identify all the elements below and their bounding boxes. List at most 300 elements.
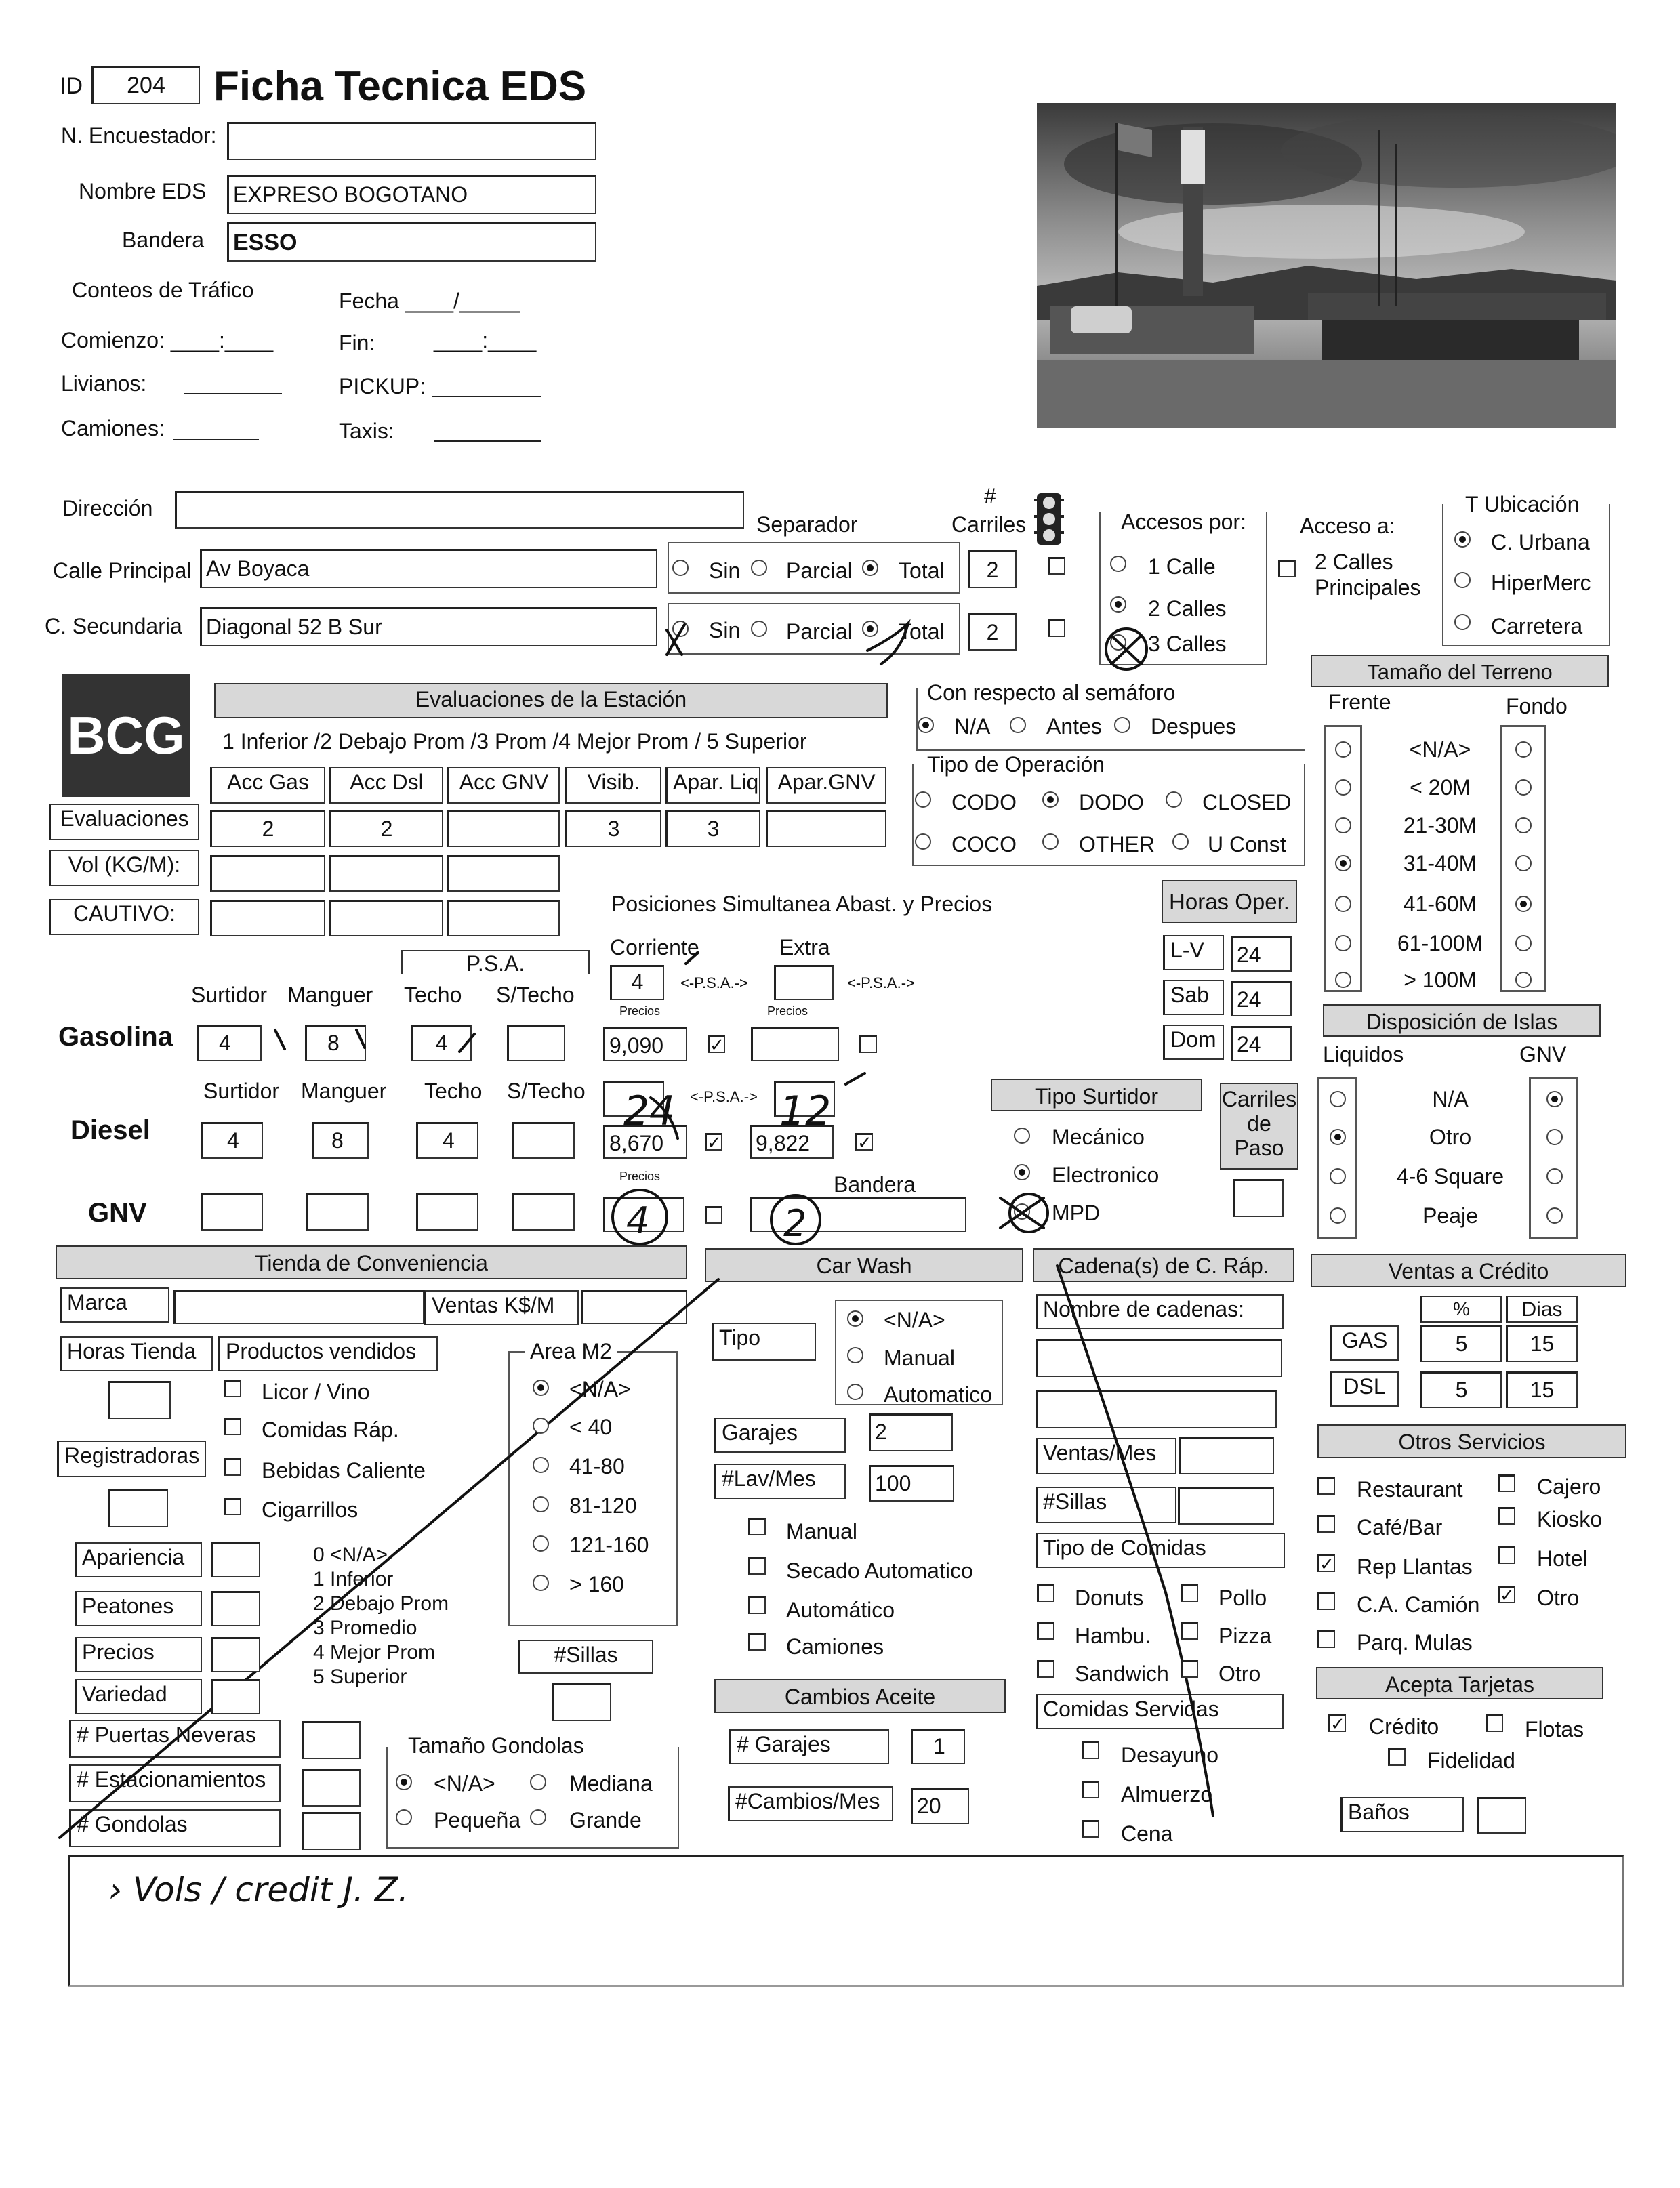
islas-label-2: 4-6 Square [1396, 1164, 1504, 1189]
extra-label: Extra [779, 935, 830, 959]
cadena-sillas-label: #Sillas [1036, 1487, 1176, 1523]
gnv-manguer-field[interactable] [306, 1193, 369, 1231]
tienda-scale-2: 2 Debajo Prom [313, 1592, 449, 1615]
evaluaciones-scale: 1 Inferior /2 Debajo Prom /3 Prom /4 Mejor Prom / 5 Superior [222, 729, 807, 754]
area-radio-4[interactable] [533, 1535, 549, 1552]
gas-extra-precio[interactable] [751, 1027, 839, 1061]
servicio-right-checkbox-1[interactable] [1498, 1507, 1515, 1525]
cautivo-gnv-field[interactable] [447, 900, 560, 936]
garajes-field[interactable]: 2 [869, 1413, 953, 1451]
terreno-frente-radio-3[interactable] [1335, 855, 1351, 871]
gas-corriente-checkbox[interactable]: ✓ [708, 1035, 725, 1053]
puertas-field[interactable] [302, 1721, 361, 1759]
gnv-surtidor-field[interactable] [201, 1193, 263, 1231]
op-uconst-radio[interactable] [1172, 833, 1189, 850]
terreno-frente-radio-0[interactable] [1335, 741, 1351, 758]
tienda-scale-0: 0 <N/A> [313, 1544, 388, 1566]
dsl-surtidor-field[interactable]: 4 [201, 1122, 263, 1159]
horas-dom-field[interactable]: 24 [1231, 1026, 1292, 1061]
puertas-label: # Puertas Neveras [69, 1720, 281, 1758]
tienda-scale-3: 3 Promedio [313, 1617, 417, 1639]
producto-checkbox-0[interactable] [224, 1380, 241, 1397]
sep2-sin-radio[interactable] [672, 621, 689, 637]
dsl-corriente-psa[interactable] [603, 1081, 664, 1117]
acceso-3-label: 3 Calles [1148, 632, 1227, 656]
eval-col-acc-dsl: Acc Dsl [329, 767, 443, 804]
op-other-label: OTHER [1079, 832, 1155, 856]
sep2-total-radio[interactable] [862, 621, 878, 637]
semaforo-antes-label: Antes [1046, 714, 1102, 739]
producto-label-0: Licor / Vino [262, 1380, 370, 1404]
gondola-na-label: <N/A> [434, 1771, 495, 1796]
terreno-frente-radio-1[interactable] [1335, 779, 1351, 796]
islas-liq-radio-1[interactable] [1330, 1129, 1346, 1145]
area-label-1: < 40 [569, 1415, 613, 1439]
registradoras-field[interactable] [108, 1489, 168, 1527]
dsl-precio-2[interactable]: 9,822 [750, 1125, 834, 1159]
gas-stecho-field[interactable] [507, 1025, 565, 1061]
horas-dom-label: Dom [1163, 1025, 1224, 1060]
islas-gnv-radio-3[interactable] [1546, 1207, 1563, 1224]
sep1-total-label: Total [899, 558, 945, 583]
cadena-sillas-field[interactable] [1178, 1487, 1274, 1525]
tarjeta-flotas-checkbox[interactable] [1486, 1714, 1503, 1732]
dsl-manguer-field[interactable]: 8 [312, 1122, 369, 1159]
carriles-2-field[interactable]: 2 [968, 613, 1017, 651]
sep1-sin-label: Sin [709, 558, 741, 583]
camiones-label: Camiones: [61, 416, 165, 440]
acceso-a-label: 2 Calles Principales [1315, 550, 1421, 600]
servicio-left-checkbox-2[interactable]: ✓ [1317, 1554, 1335, 1572]
servicio-left-checkbox-0[interactable] [1317, 1477, 1335, 1495]
fecha-field[interactable]: Fecha ____/_____ [339, 289, 520, 313]
terreno-fondo-label: Fondo [1506, 694, 1568, 718]
direccion-field[interactable] [175, 491, 744, 529]
acceso-3-radio[interactable] [1110, 634, 1126, 651]
terreno-fondo-radio-6[interactable] [1515, 972, 1532, 988]
banos-label: Baños [1340, 1797, 1464, 1832]
separador-label: Separador [756, 512, 858, 537]
comida-checkbox-1[interactable] [1181, 1584, 1198, 1602]
islas-header: Disposición de Islas [1323, 1004, 1601, 1037]
semaforo-title: Con respecto al semáforo [924, 680, 1178, 705]
livianos-label: Livianos: [61, 371, 147, 396]
gondola-grande-label: Grande [569, 1808, 642, 1832]
credito-header: Ventas a Crédito [1311, 1254, 1626, 1287]
comienzo-field[interactable]: Comienzo: ____:____ [61, 328, 274, 352]
eval-col-visib: Visib. [565, 767, 661, 804]
livianos-line[interactable] [184, 393, 282, 394]
gnv-precio-1[interactable] [603, 1197, 684, 1232]
aceite-cambios-label: #Cambios/Mes [728, 1786, 893, 1821]
terreno-fondo-radio-5[interactable] [1515, 935, 1532, 951]
surtidor-mecanico-label: Mecánico [1052, 1125, 1145, 1149]
producto-checkbox-2[interactable] [224, 1458, 241, 1476]
terreno-size-label-4: 41-60M [1403, 892, 1477, 916]
tienda-eval-label-3: Variedad [75, 1679, 202, 1714]
servida-checkbox-1[interactable] [1082, 1781, 1099, 1798]
sep1-sin-radio[interactable] [672, 560, 689, 576]
fin-field[interactable]: ____:____ [434, 328, 537, 352]
surtidor-mpd-radio[interactable] [1014, 1203, 1030, 1220]
op-other-radio[interactable] [1042, 833, 1059, 850]
dsl-techo-field[interactable]: 4 [416, 1122, 478, 1159]
pickup-label: PICKUP: [339, 374, 426, 398]
taxis-label: Taxis: [339, 419, 394, 443]
diesel-label: Diesel [70, 1115, 150, 1145]
sep1-parcial-radio[interactable] [751, 560, 767, 576]
producto-checkbox-3[interactable] [224, 1498, 241, 1515]
servida-label-0: Desayuno [1121, 1743, 1219, 1767]
tienda-sillas-field[interactable] [552, 1683, 611, 1721]
sep2-parcial-label: Parcial [786, 619, 853, 644]
eval-apar-liq-field[interactable]: 3 [665, 810, 760, 847]
gnv-bandera-label: Bandera [834, 1172, 916, 1197]
terreno-header: Tamaño del Terreno [1311, 655, 1609, 687]
area-radio-5[interactable] [533, 1575, 549, 1591]
lav-mes-label: #Lav/Mes [714, 1464, 846, 1499]
aceite-header: Cambios Aceite [714, 1679, 1006, 1713]
gas-extra-psa[interactable] [774, 965, 834, 1000]
carwash-check-1[interactable] [748, 1557, 766, 1575]
gondola-pequena-radio[interactable] [396, 1809, 412, 1825]
semaforo-despues-label: Despues [1151, 714, 1237, 739]
op-coco-label: COCO [951, 832, 1017, 856]
vol-gnv-field[interactable] [447, 855, 560, 892]
terreno-size-label-2: 21-30M [1403, 813, 1477, 838]
terreno-fondo-radio-1[interactable] [1515, 779, 1532, 796]
estacionamientos-label: # Estacionamientos [69, 1764, 281, 1802]
terreno-frente-radio-4[interactable] [1335, 896, 1351, 912]
comida-checkbox-5[interactable] [1181, 1660, 1198, 1678]
carriles-paso-field[interactable] [1233, 1179, 1284, 1217]
corriente-label: Corriente [610, 935, 699, 959]
cadena-nombre-label: Nombre de cadenas: [1036, 1294, 1284, 1329]
horas-tienda-label: Horas Tienda [60, 1336, 213, 1371]
acceso-2-radio[interactable] [1110, 596, 1126, 613]
notes-handwritten: › Vols / credit J. Z. [108, 1870, 409, 1910]
bcg-logo: BCG [62, 674, 190, 797]
carwash-auto-radio[interactable] [847, 1384, 863, 1400]
gas-techo-field[interactable]: 4 [411, 1025, 472, 1061]
terreno-fondo-radio-3[interactable] [1515, 855, 1532, 871]
islas-gnv-radio-0[interactable] [1546, 1091, 1563, 1107]
terreno-fondo-radio-0[interactable] [1515, 741, 1532, 758]
ubicacion-hiper-label: HiperMerc [1491, 571, 1591, 595]
aceite-cambios-field[interactable]: 20 [911, 1788, 969, 1824]
ubicacion-urbana-radio[interactable] [1454, 531, 1471, 548]
psa-arrow-1: <-P.S.A.-> [680, 974, 748, 991]
comida-label-2: Hambu. [1075, 1624, 1151, 1648]
encuestador-field[interactable] [227, 122, 596, 160]
ventas-tienda-label: Ventas K$/M [424, 1290, 579, 1325]
op-closed-label: CLOSED [1202, 790, 1292, 814]
acceso-a-title: Acceso a: [1300, 514, 1395, 538]
producto-label-1: Comidas Ráp. [262, 1418, 399, 1442]
hand-mark-12: 12 [779, 1088, 832, 1135]
bandera-label: Bandera [122, 228, 204, 252]
manguer-label: Manguer [287, 983, 373, 1007]
terreno-frente-radio-6[interactable] [1335, 972, 1351, 988]
tarjeta-credito-checkbox[interactable]: ✓ [1328, 1714, 1346, 1732]
area-radio-0[interactable] [533, 1380, 549, 1396]
area-radio-3[interactable] [533, 1496, 549, 1512]
eval-apar-gnv-field[interactable] [766, 810, 886, 847]
horas-sab-field[interactable]: 24 [1231, 981, 1292, 1016]
op-dodo-label: DODO [1079, 790, 1144, 814]
area-title: Area M2 [525, 1339, 617, 1364]
tienda-header: Tienda de Conveniencia [56, 1245, 687, 1279]
islas-label-1: Otro [1429, 1125, 1472, 1149]
servicio-right-checkbox-3[interactable]: ✓ [1498, 1586, 1515, 1603]
carwash-na-label: <N/A> [884, 1308, 945, 1332]
gnv-precio-checkbox[interactable] [705, 1206, 722, 1224]
islas-gnv-radio-2[interactable] [1546, 1168, 1563, 1184]
eval-col-apar-gnv: Apar.GNV [766, 767, 886, 804]
area-label-4: 121-160 [569, 1533, 649, 1557]
semaforo-despues-radio[interactable] [1114, 717, 1130, 733]
semaforo-na-radio[interactable] [918, 717, 934, 733]
area-radio-2[interactable] [533, 1457, 549, 1473]
eval-acc-gnv-field[interactable] [447, 810, 560, 847]
psa-header: P.S.A. [401, 950, 590, 974]
carwash-na-radio[interactable] [847, 1310, 863, 1327]
marca-label: Marca [60, 1287, 169, 1323]
semaforo-antes-radio[interactable] [1010, 717, 1026, 733]
servicio-right-checkbox-0[interactable] [1498, 1474, 1515, 1492]
terreno-size-label-5: 61-100M [1397, 931, 1483, 955]
terreno-fondo-radio-2[interactable] [1515, 817, 1532, 833]
comida-label-4: Sandwich [1075, 1661, 1169, 1686]
vol-dsl-field[interactable] [329, 855, 443, 892]
gasolina-label: Gasolina [58, 1022, 173, 1052]
ubicacion-urbana-label: C. Urbana [1491, 530, 1590, 554]
tienda-eval-field-3[interactable] [211, 1679, 260, 1714]
area-label-3: 81-120 [569, 1493, 637, 1518]
posiciones-title: Posiciones Simultanea Abast. y Precios [611, 892, 993, 916]
tienda-eval-field-1[interactable] [211, 1591, 260, 1626]
gnv-stecho-field[interactable] [512, 1193, 575, 1231]
gas-corriente-psa[interactable]: 4 [610, 965, 664, 1000]
carwash-check-label-2: Automático [786, 1598, 895, 1622]
pickup-line[interactable] [432, 396, 541, 397]
dsl-precio-2-checkbox[interactable]: ✓ [855, 1133, 873, 1151]
op-coco-radio[interactable] [915, 833, 931, 850]
ubicacion-hiper-radio[interactable] [1454, 572, 1471, 588]
techo-label-2: Techo [424, 1079, 483, 1103]
terreno-frente-radio-2[interactable] [1335, 817, 1351, 833]
gas-surtidor-field[interactable]: 4 [197, 1025, 262, 1061]
gnv-techo-field[interactable] [416, 1193, 478, 1231]
gas-manguer-field[interactable]: 8 [305, 1025, 366, 1061]
credito-dsl-dias[interactable]: 15 [1506, 1371, 1578, 1408]
acceso-1-radio[interactable] [1110, 556, 1126, 572]
gnv-bandera-field[interactable] [750, 1197, 966, 1232]
tarjeta-fidelidad-checkbox[interactable] [1388, 1748, 1406, 1766]
servicio-right-label-3: Otro [1537, 1586, 1580, 1610]
taxis-line[interactable] [434, 440, 541, 442]
terreno-size-label-3: 31-40M [1403, 851, 1477, 875]
dsl-extra-psa[interactable] [774, 1081, 835, 1117]
servida-checkbox-0[interactable] [1082, 1741, 1099, 1759]
servicios-header: Otros Servicios [1317, 1424, 1626, 1458]
manguer-label-2: Manguer [301, 1079, 387, 1103]
camiones-line[interactable] [173, 439, 259, 440]
horas-lv-field[interactable]: 24 [1231, 936, 1292, 972]
gas-corriente-precio[interactable]: 9,090 [603, 1027, 687, 1061]
eval-visib-field[interactable]: 3 [565, 810, 661, 847]
comida-checkbox-4[interactable] [1037, 1660, 1054, 1678]
tienda-scale-1: 1 Inferior [313, 1568, 394, 1590]
islas-liq-radio-2[interactable] [1330, 1168, 1346, 1184]
horas-header: Horas Oper. [1162, 880, 1297, 923]
vol-gas-field[interactable] [210, 855, 325, 892]
traffic-title: Conteos de Tráfico [72, 278, 254, 302]
op-codo-radio[interactable] [915, 791, 931, 808]
tienda-eval-label-0: Apariencia [75, 1542, 202, 1577]
eval-col-acc-gas: Acc Gas [210, 767, 325, 804]
marca-field[interactable] [173, 1290, 424, 1324]
id-field[interactable]: 204 [91, 66, 200, 104]
servicio-right-label-1: Kiosko [1537, 1507, 1603, 1531]
op-closed-radio[interactable] [1166, 791, 1182, 808]
credito-gas-pct[interactable]: 5 [1420, 1325, 1502, 1362]
servicio-right-label-0: Cajero [1537, 1474, 1601, 1499]
carriles-paso-header: Carriles de Paso [1220, 1083, 1298, 1170]
aceite-garajes-field[interactable]: 1 [911, 1729, 965, 1764]
cadena-tipo-label: Tipo de Comidas [1036, 1533, 1285, 1568]
semaforo-na-label: N/A [954, 714, 991, 739]
servicio-left-checkbox-3[interactable] [1317, 1592, 1335, 1610]
carwash-auto-label: Automatico [884, 1382, 993, 1407]
carwash-check-0[interactable] [748, 1518, 766, 1535]
carwash-check-label-0: Manual [786, 1519, 857, 1544]
cadena-nombre-field-1[interactable] [1036, 1339, 1282, 1377]
surtidor-electronico-label: Electronico [1052, 1163, 1160, 1187]
bandera-field[interactable]: ESSO [227, 222, 596, 262]
tienda-eval-field-0[interactable] [211, 1542, 260, 1577]
servida-checkbox-2[interactable] [1082, 1820, 1099, 1838]
gondola-grande-radio[interactable] [530, 1809, 546, 1825]
eval-row-vol: Vol (KG/M): [49, 850, 199, 886]
credito-gas-dias[interactable]: 15 [1506, 1325, 1578, 1362]
semaforo-2-checkbox[interactable] [1048, 619, 1065, 637]
sep1-total-radio[interactable] [862, 560, 878, 576]
surtidor-electronico-radio[interactable] [1014, 1164, 1030, 1180]
op-dodo-radio[interactable] [1042, 791, 1059, 808]
islas-liq-radio-0[interactable] [1330, 1091, 1346, 1107]
eval-acc-gas-field[interactable]: 2 [210, 810, 325, 847]
islas-label-3: Peaje [1422, 1203, 1478, 1228]
nombre-field[interactable]: EXPRESO BOGOTANO [227, 175, 596, 214]
gondola-pequena-label: Pequeña [434, 1808, 521, 1832]
cautivo-dsl-field[interactable] [329, 900, 443, 936]
carwash-check-3[interactable] [748, 1633, 766, 1651]
gondola-mediana-radio[interactable] [530, 1774, 546, 1790]
op-codo-label: CODO [951, 790, 1017, 814]
islas-gnv-radio-1[interactable] [1546, 1129, 1563, 1145]
islas-liq-radio-3[interactable] [1330, 1207, 1346, 1224]
area-label-0: <N/A> [569, 1377, 631, 1401]
area-label-2: 41-80 [569, 1454, 625, 1479]
surtidor-mecanico-radio[interactable] [1014, 1128, 1030, 1144]
banos-field[interactable] [1477, 1797, 1526, 1834]
calle-principal-field[interactable]: Av Boyaca [200, 549, 657, 588]
eval-acc-dsl-field[interactable]: 2 [329, 810, 443, 847]
psa-arrow-3: <-P.S.A.-> [690, 1088, 758, 1105]
tarjeta-fidelidad-label: Fidelidad [1427, 1748, 1515, 1773]
carwash-manual-radio[interactable] [847, 1347, 863, 1363]
servicio-left-checkbox-1[interactable] [1317, 1515, 1335, 1533]
servicio-right-checkbox-2[interactable] [1498, 1546, 1515, 1564]
servicio-left-checkbox-4[interactable] [1317, 1630, 1335, 1648]
terreno-frente-radio-5[interactable] [1335, 935, 1351, 951]
precios-label-3: Precios [619, 1170, 661, 1183]
producto-checkbox-1[interactable] [224, 1418, 241, 1435]
id-label: ID [60, 73, 83, 99]
producto-label-2: Bebidas Caliente [262, 1458, 426, 1483]
estacionamientos-field[interactable] [302, 1769, 361, 1807]
traffic-light-icon [1034, 493, 1064, 548]
dsl-precio-1-checkbox[interactable]: ✓ [705, 1133, 722, 1151]
horas-tienda-field[interactable] [108, 1381, 171, 1419]
accesos-title: Accesos por: [1117, 510, 1250, 535]
cadena-ventas-field[interactable] [1179, 1437, 1274, 1474]
carwash-check-label-3: Camiones [786, 1634, 884, 1659]
comida-checkbox-2[interactable] [1037, 1622, 1054, 1640]
gondolas-size-title: Tamaño Gondolas [403, 1733, 590, 1758]
acceso-a-checkbox[interactable] [1278, 560, 1296, 577]
credito-dias-label: Dias [1506, 1296, 1578, 1323]
precios-label-2: Precios [767, 1004, 808, 1018]
sep2-parcial-radio[interactable] [751, 621, 767, 637]
comida-label-0: Donuts [1075, 1586, 1144, 1610]
area-radio-1[interactable] [533, 1418, 549, 1434]
tarjeta-credito-label: Crédito [1369, 1714, 1439, 1739]
cadena-servidas-label: Comidas Servidas [1036, 1694, 1284, 1729]
carriles-1-field[interactable]: 2 [968, 550, 1017, 588]
dsl-stecho-field[interactable] [512, 1122, 575, 1159]
gondolas-field[interactable] [302, 1812, 361, 1850]
secundaria-field[interactable]: Diagonal 52 B Sur [200, 607, 657, 646]
ubicacion-carretera-radio[interactable] [1454, 614, 1471, 630]
gondola-na-radio[interactable] [396, 1774, 412, 1790]
ventas-tienda-field[interactable] [581, 1290, 687, 1324]
eval-row-cautivo: CAUTIVO: [49, 899, 199, 935]
gas-extra-checkbox[interactable] [859, 1035, 877, 1053]
surtidor-mpd-label: MPD [1052, 1201, 1101, 1225]
op-uconst-label: U Const [1208, 832, 1286, 856]
credito-dsl-pct[interactable]: 5 [1420, 1371, 1502, 1408]
dsl-precio-1[interactable]: 8,670 [603, 1125, 687, 1159]
semaforo-1-checkbox[interactable] [1048, 557, 1065, 575]
station-photo [1037, 103, 1616, 428]
lav-mes-field[interactable]: 100 [869, 1465, 954, 1502]
fin-label: Fin: [339, 331, 375, 355]
cadena-nombre-field-2[interactable] [1036, 1390, 1277, 1428]
comida-checkbox-3[interactable] [1181, 1622, 1198, 1640]
credito-dsl-label: DSL [1330, 1371, 1399, 1407]
comida-checkbox-0[interactable] [1037, 1584, 1054, 1602]
cautivo-gas-field[interactable] [210, 900, 325, 936]
carwash-check-2[interactable] [748, 1596, 766, 1614]
terreno-frente-label: Frente [1328, 690, 1391, 714]
tarjeta-flotas-label: Flotas [1525, 1717, 1584, 1741]
terreno-fondo-radio-4[interactable] [1515, 896, 1532, 912]
secundaria-label: C. Secundaria [45, 614, 182, 638]
eval-col-acc-gnv: Acc GNV [447, 767, 560, 804]
tienda-eval-field-2[interactable] [211, 1637, 260, 1672]
